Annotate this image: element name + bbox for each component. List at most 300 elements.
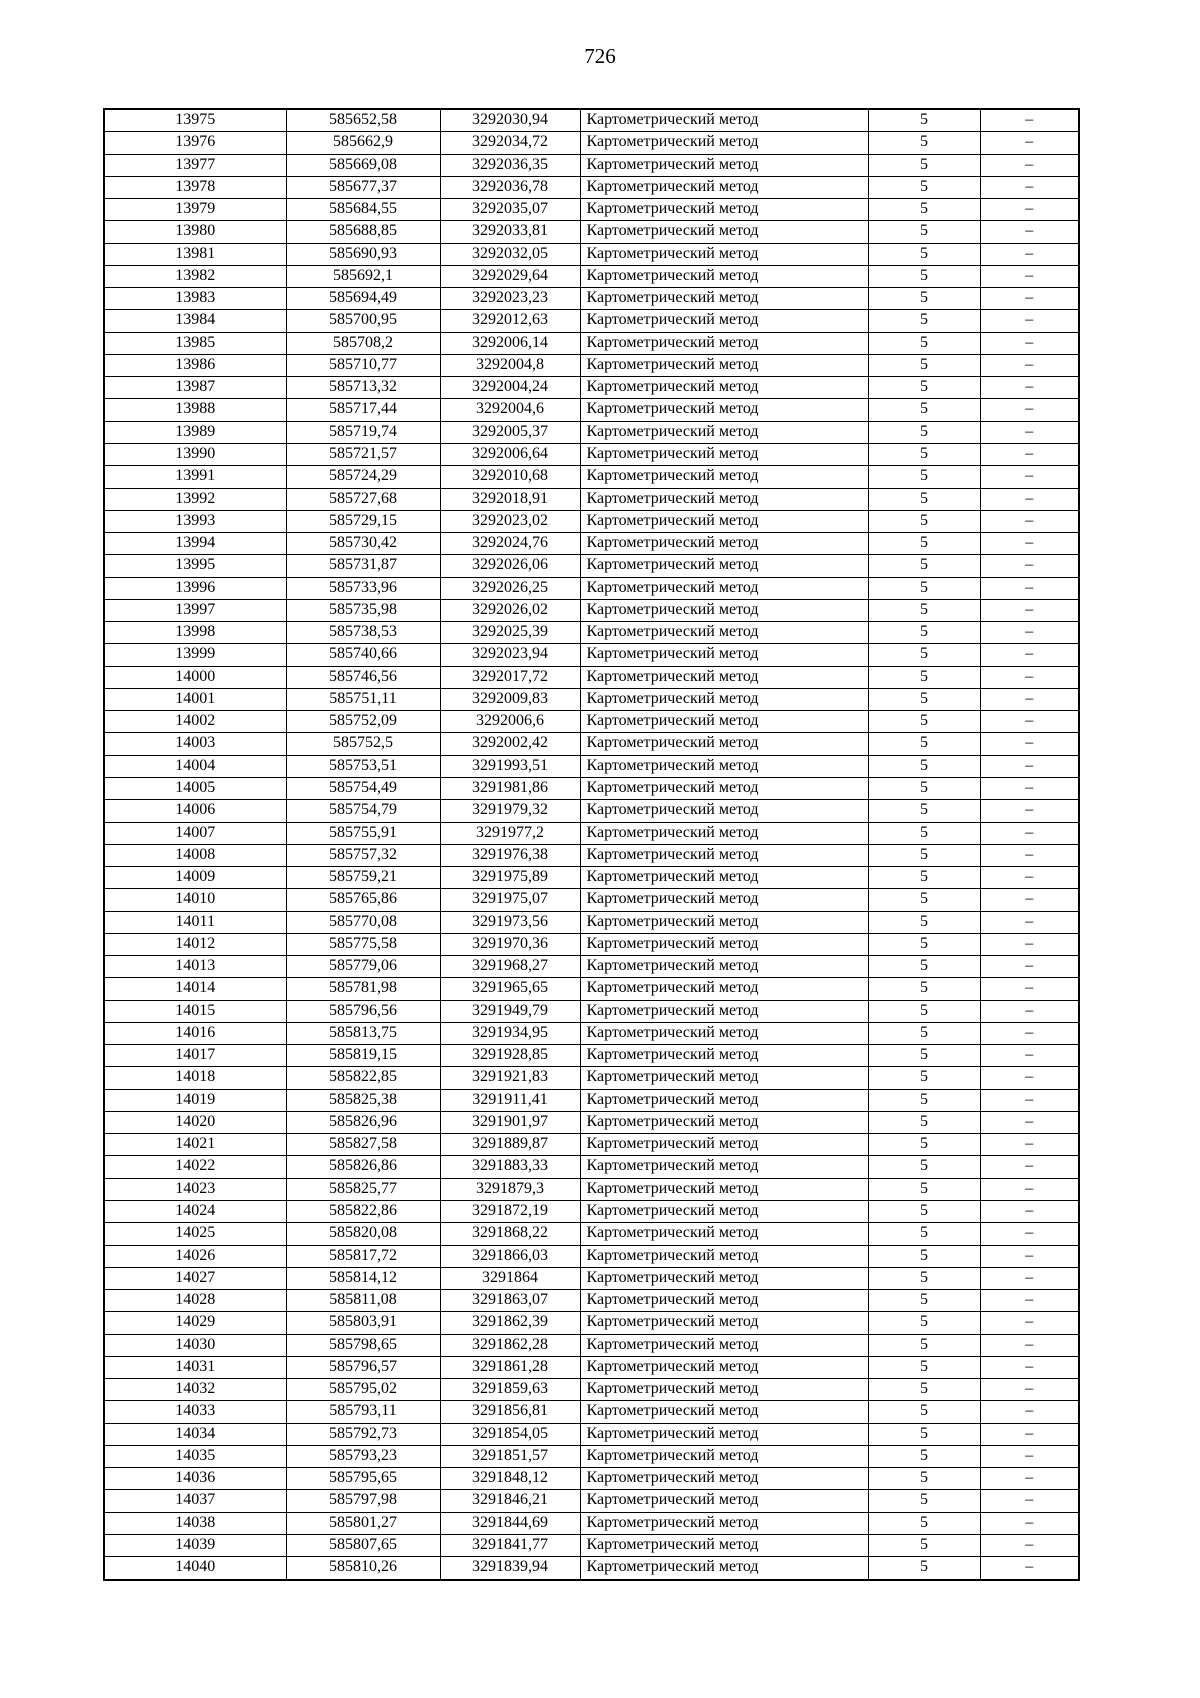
x-coordinate-cell: 585662,9: [286, 132, 440, 154]
y-coordinate-cell: 3291839,94: [440, 1557, 580, 1580]
y-coordinate-cell: 3291976,38: [440, 844, 580, 866]
x-coordinate-cell: 585801,27: [286, 1512, 440, 1534]
point-number-cell: 13982: [104, 265, 286, 287]
table-row: [104, 1401, 1079, 1423]
accuracy-cell: 5: [868, 1000, 980, 1022]
accuracy-cell: 5: [868, 221, 980, 243]
x-coordinate-cell: 585719,74: [286, 421, 440, 443]
table-row: [104, 221, 1079, 243]
method-cell: Картометрический метод: [580, 1490, 868, 1512]
point-number-cell: 14006: [104, 800, 286, 822]
x-coordinate-cell: 585819,15: [286, 1045, 440, 1067]
description-cell: –: [980, 1312, 1079, 1334]
accuracy-cell: 5: [868, 1067, 980, 1089]
y-coordinate-cell: 3291841,77: [440, 1535, 580, 1557]
table-row: [104, 1490, 1079, 1512]
x-coordinate-cell: 585820,08: [286, 1223, 440, 1245]
accuracy-cell: 5: [868, 622, 980, 644]
accuracy-cell: 5: [868, 822, 980, 844]
description-cell: –: [980, 1490, 1079, 1512]
table-row: [104, 777, 1079, 799]
accuracy-cell: 5: [868, 1557, 980, 1580]
accuracy-cell: 5: [868, 1156, 980, 1178]
method-cell: Картометрический метод: [580, 1423, 868, 1445]
accuracy-cell: 5: [868, 1022, 980, 1044]
accuracy-cell: 5: [868, 443, 980, 465]
y-coordinate-cell: 3291975,89: [440, 867, 580, 889]
x-coordinate-cell: 585652,58: [286, 109, 440, 132]
table-row: [104, 1334, 1079, 1356]
table-row: [104, 889, 1079, 911]
description-cell: –: [980, 1201, 1079, 1223]
page-number: 726: [584, 44, 616, 68]
y-coordinate-cell: 3291889,87: [440, 1134, 580, 1156]
y-coordinate-cell: 3291973,56: [440, 911, 580, 933]
table-row: [104, 1312, 1079, 1334]
method-cell: Картометрический метод: [580, 1379, 868, 1401]
accuracy-cell: 5: [868, 711, 980, 733]
table-row: [104, 1445, 1079, 1467]
table-row: [104, 332, 1079, 354]
accuracy-cell: 5: [868, 755, 980, 777]
method-cell: Картометрический метод: [580, 533, 868, 555]
description-cell: –: [980, 978, 1079, 1000]
table-row: [104, 800, 1079, 822]
y-coordinate-cell: 3291981,86: [440, 777, 580, 799]
accuracy-cell: 5: [868, 978, 980, 1000]
method-cell: Картометрический метод: [580, 1223, 868, 1245]
table-row: [104, 354, 1079, 376]
accuracy-cell: 5: [868, 1223, 980, 1245]
description-cell: –: [980, 377, 1079, 399]
coordinates-table: [103, 108, 1080, 1581]
point-number-cell: 13986: [104, 354, 286, 376]
description-cell: –: [980, 622, 1079, 644]
table-row: [104, 1201, 1079, 1223]
x-coordinate-cell: 585708,2: [286, 332, 440, 354]
y-coordinate-cell: 3292005,37: [440, 421, 580, 443]
y-coordinate-cell: 3292018,91: [440, 488, 580, 510]
point-number-cell: 14005: [104, 777, 286, 799]
table-row: [104, 243, 1079, 265]
method-cell: Картометрический метод: [580, 510, 868, 532]
accuracy-cell: 5: [868, 332, 980, 354]
y-coordinate-cell: 3291928,85: [440, 1045, 580, 1067]
description-cell: –: [980, 310, 1079, 332]
accuracy-cell: 5: [868, 800, 980, 822]
x-coordinate-cell: 585688,85: [286, 221, 440, 243]
x-coordinate-cell: 585727,68: [286, 488, 440, 510]
point-number-cell: 14016: [104, 1022, 286, 1044]
method-cell: Картометрический метод: [580, 1535, 868, 1557]
accuracy-cell: 5: [868, 533, 980, 555]
x-coordinate-cell: 585690,93: [286, 243, 440, 265]
description-cell: –: [980, 443, 1079, 465]
method-cell: Картометрический метод: [580, 1245, 868, 1267]
y-coordinate-cell: 3292035,07: [440, 199, 580, 221]
x-coordinate-cell: 585795,02: [286, 1379, 440, 1401]
table-row: [104, 377, 1079, 399]
method-cell: Картометрический метод: [580, 711, 868, 733]
x-coordinate-cell: 585807,65: [286, 1535, 440, 1557]
x-coordinate-cell: 585692,1: [286, 265, 440, 287]
y-coordinate-cell: 3292017,72: [440, 666, 580, 688]
table-row: [104, 154, 1079, 176]
table-row: [104, 132, 1079, 154]
y-coordinate-cell: 3292025,39: [440, 622, 580, 644]
table-row: [104, 1089, 1079, 1111]
point-number-cell: 14034: [104, 1423, 286, 1445]
x-coordinate-cell: 585684,55: [286, 199, 440, 221]
description-cell: –: [980, 1067, 1079, 1089]
coordinates-table-body: [104, 109, 1079, 1580]
table-row: [104, 399, 1079, 421]
method-cell: Картометрический метод: [580, 1445, 868, 1467]
x-coordinate-cell: 585770,08: [286, 911, 440, 933]
accuracy-cell: 5: [868, 889, 980, 911]
table-row: [104, 1156, 1079, 1178]
table-row: [104, 488, 1079, 510]
y-coordinate-cell: 3292004,8: [440, 354, 580, 376]
accuracy-cell: 5: [868, 666, 980, 688]
point-number-cell: 13980: [104, 221, 286, 243]
method-cell: Картометрический метод: [580, 132, 868, 154]
table-row: [104, 265, 1079, 287]
x-coordinate-cell: 585729,15: [286, 510, 440, 532]
description-cell: –: [980, 243, 1079, 265]
y-coordinate-cell: 3292036,35: [440, 154, 580, 176]
table-row: [104, 867, 1079, 889]
y-coordinate-cell: 3292030,94: [440, 109, 580, 132]
table-row: [104, 822, 1079, 844]
method-cell: Картометрический метод: [580, 688, 868, 710]
accuracy-cell: 5: [868, 1535, 980, 1557]
x-coordinate-cell: 585825,77: [286, 1178, 440, 1200]
table-row: [104, 1468, 1079, 1490]
method-cell: Картометрический метод: [580, 377, 868, 399]
y-coordinate-cell: 3291970,36: [440, 933, 580, 955]
method-cell: Картометрический метод: [580, 1022, 868, 1044]
accuracy-cell: 5: [868, 644, 980, 666]
point-number-cell: 14000: [104, 666, 286, 688]
x-coordinate-cell: 585730,42: [286, 533, 440, 555]
method-cell: Картометрический метод: [580, 755, 868, 777]
point-number-cell: 14004: [104, 755, 286, 777]
method-cell: Картометрический метод: [580, 822, 868, 844]
y-coordinate-cell: 3291866,03: [440, 1245, 580, 1267]
y-coordinate-cell: 3291862,39: [440, 1312, 580, 1334]
table-row: [104, 421, 1079, 443]
y-coordinate-cell: 3291846,21: [440, 1490, 580, 1512]
method-cell: Картометрический метод: [580, 221, 868, 243]
x-coordinate-cell: 585700,95: [286, 310, 440, 332]
y-coordinate-cell: 3292004,24: [440, 377, 580, 399]
point-number-cell: 13998: [104, 622, 286, 644]
description-cell: –: [980, 822, 1079, 844]
x-coordinate-cell: 585752,5: [286, 733, 440, 755]
point-number-cell: 13984: [104, 310, 286, 332]
point-number-cell: 14023: [104, 1178, 286, 1200]
table-row: [104, 310, 1079, 332]
y-coordinate-cell: 3291848,12: [440, 1468, 580, 1490]
method-cell: Картометрический метод: [580, 1334, 868, 1356]
x-coordinate-cell: 585746,56: [286, 666, 440, 688]
point-number-cell: 14007: [104, 822, 286, 844]
y-coordinate-cell: 3291879,3: [440, 1178, 580, 1200]
method-cell: Картометрический метод: [580, 1156, 868, 1178]
point-number-cell: 14018: [104, 1067, 286, 1089]
description-cell: –: [980, 1290, 1079, 1312]
table-row: [104, 956, 1079, 978]
method-cell: Картометрический метод: [580, 555, 868, 577]
accuracy-cell: 5: [868, 1290, 980, 1312]
table-row: [104, 1290, 1079, 1312]
y-coordinate-cell: 3292034,72: [440, 132, 580, 154]
description-cell: –: [980, 867, 1079, 889]
method-cell: Картометрический метод: [580, 488, 868, 510]
table-row: [104, 933, 1079, 955]
accuracy-cell: 5: [868, 109, 980, 132]
y-coordinate-cell: 3291921,83: [440, 1067, 580, 1089]
y-coordinate-cell: 3291993,51: [440, 755, 580, 777]
method-cell: Картометрический метод: [580, 666, 868, 688]
description-cell: –: [980, 1000, 1079, 1022]
point-number-cell: 14008: [104, 844, 286, 866]
description-cell: –: [980, 733, 1079, 755]
method-cell: Картометрический метод: [580, 1468, 868, 1490]
y-coordinate-cell: 3291851,57: [440, 1445, 580, 1467]
description-cell: –: [980, 154, 1079, 176]
x-coordinate-cell: 585817,72: [286, 1245, 440, 1267]
point-number-cell: 14037: [104, 1490, 286, 1512]
description-cell: –: [980, 1557, 1079, 1580]
point-number-cell: 13991: [104, 466, 286, 488]
y-coordinate-cell: 3291863,07: [440, 1290, 580, 1312]
point-number-cell: 14017: [104, 1045, 286, 1067]
description-cell: –: [980, 265, 1079, 287]
method-cell: Картометрический метод: [580, 844, 868, 866]
description-cell: –: [980, 466, 1079, 488]
x-coordinate-cell: 585796,56: [286, 1000, 440, 1022]
description-cell: –: [980, 533, 1079, 555]
description-cell: –: [980, 354, 1079, 376]
table-row: [104, 688, 1079, 710]
x-coordinate-cell: 585793,11: [286, 1401, 440, 1423]
point-number-cell: 14030: [104, 1334, 286, 1356]
method-cell: Картометрический метод: [580, 622, 868, 644]
point-number-cell: 14014: [104, 978, 286, 1000]
point-number-cell: 14027: [104, 1267, 286, 1289]
method-cell: Картометрический метод: [580, 310, 868, 332]
table-row: [104, 1178, 1079, 1200]
point-number-cell: 13990: [104, 443, 286, 465]
description-cell: –: [980, 933, 1079, 955]
accuracy-cell: 5: [868, 1111, 980, 1133]
method-cell: Картометрический метод: [580, 933, 868, 955]
accuracy-cell: 5: [868, 399, 980, 421]
method-cell: Картометрический метод: [580, 733, 868, 755]
y-coordinate-cell: 3291864: [440, 1267, 580, 1289]
accuracy-cell: 5: [868, 132, 980, 154]
table-row: [104, 1134, 1079, 1156]
x-coordinate-cell: 585775,58: [286, 933, 440, 955]
table-row: [104, 978, 1079, 1000]
method-cell: Картометрический метод: [580, 1111, 868, 1133]
accuracy-cell: 5: [868, 599, 980, 621]
accuracy-cell: 5: [868, 1267, 980, 1289]
x-coordinate-cell: 585826,86: [286, 1156, 440, 1178]
description-cell: –: [980, 777, 1079, 799]
accuracy-cell: 5: [868, 510, 980, 532]
description-cell: –: [980, 844, 1079, 866]
point-number-cell: 14038: [104, 1512, 286, 1534]
y-coordinate-cell: 3292023,94: [440, 644, 580, 666]
y-coordinate-cell: 3291901,97: [440, 1111, 580, 1133]
point-number-cell: 14039: [104, 1535, 286, 1557]
description-cell: –: [980, 1245, 1079, 1267]
x-coordinate-cell: 585810,26: [286, 1557, 440, 1580]
accuracy-cell: 5: [868, 1423, 980, 1445]
description-cell: –: [980, 176, 1079, 198]
y-coordinate-cell: 3291968,27: [440, 956, 580, 978]
accuracy-cell: 5: [868, 777, 980, 799]
table-row: [104, 176, 1079, 198]
description-cell: –: [980, 956, 1079, 978]
method-cell: Картометрический метод: [580, 577, 868, 599]
y-coordinate-cell: 3292012,63: [440, 310, 580, 332]
description-cell: –: [980, 1445, 1079, 1467]
method-cell: Картометрический метод: [580, 332, 868, 354]
description-cell: –: [980, 755, 1079, 777]
table-row: [104, 622, 1079, 644]
x-coordinate-cell: 585797,98: [286, 1490, 440, 1512]
y-coordinate-cell: 3292032,05: [440, 243, 580, 265]
accuracy-cell: 5: [868, 1401, 980, 1423]
description-cell: –: [980, 1535, 1079, 1557]
method-cell: Картометрический метод: [580, 1089, 868, 1111]
description-cell: –: [980, 1022, 1079, 1044]
y-coordinate-cell: 3291949,79: [440, 1000, 580, 1022]
point-number-cell: 14040: [104, 1557, 286, 1580]
accuracy-cell: 5: [868, 154, 980, 176]
point-number-cell: 14013: [104, 956, 286, 978]
y-coordinate-cell: 3291844,69: [440, 1512, 580, 1534]
x-coordinate-cell: 585814,12: [286, 1267, 440, 1289]
description-cell: –: [980, 332, 1079, 354]
method-cell: Картометрический метод: [580, 1178, 868, 1200]
y-coordinate-cell: 3291934,95: [440, 1022, 580, 1044]
point-number-cell: 14001: [104, 688, 286, 710]
table-row: [104, 599, 1079, 621]
x-coordinate-cell: 585721,57: [286, 443, 440, 465]
description-cell: –: [980, 288, 1079, 310]
y-coordinate-cell: 3292023,23: [440, 288, 580, 310]
point-number-cell: 14025: [104, 1223, 286, 1245]
method-cell: Картометрический метод: [580, 1512, 868, 1534]
table-row: [104, 844, 1079, 866]
accuracy-cell: 5: [868, 733, 980, 755]
accuracy-cell: 5: [868, 555, 980, 577]
accuracy-cell: 5: [868, 288, 980, 310]
description-cell: –: [980, 1178, 1079, 1200]
table-row: [104, 443, 1079, 465]
table-row: [104, 533, 1079, 555]
table-row: [104, 1045, 1079, 1067]
accuracy-cell: 5: [868, 844, 980, 866]
point-number-cell: 13981: [104, 243, 286, 265]
description-cell: –: [980, 221, 1079, 243]
x-coordinate-cell: 585757,32: [286, 844, 440, 866]
y-coordinate-cell: 3292004,6: [440, 399, 580, 421]
method-cell: Картометрический метод: [580, 1312, 868, 1334]
point-number-cell: 14029: [104, 1312, 286, 1334]
y-coordinate-cell: 3292026,06: [440, 555, 580, 577]
description-cell: –: [980, 421, 1079, 443]
y-coordinate-cell: 3292009,83: [440, 688, 580, 710]
description-cell: –: [980, 555, 1079, 577]
table-row: [104, 1022, 1079, 1044]
accuracy-cell: 5: [868, 577, 980, 599]
y-coordinate-cell: 3291872,19: [440, 1201, 580, 1223]
method-cell: Картометрический метод: [580, 800, 868, 822]
y-coordinate-cell: 3291883,33: [440, 1156, 580, 1178]
table-row: [104, 1267, 1079, 1289]
y-coordinate-cell: 3291856,81: [440, 1401, 580, 1423]
description-cell: –: [980, 510, 1079, 532]
x-coordinate-cell: 585752,09: [286, 711, 440, 733]
y-coordinate-cell: 3292036,78: [440, 176, 580, 198]
accuracy-cell: 5: [868, 956, 980, 978]
point-number-cell: 13997: [104, 599, 286, 621]
x-coordinate-cell: 585825,38: [286, 1089, 440, 1111]
method-cell: Картометрический метод: [580, 1401, 868, 1423]
method-cell: Картометрический метод: [580, 889, 868, 911]
accuracy-cell: 5: [868, 243, 980, 265]
point-number-cell: 14022: [104, 1156, 286, 1178]
point-number-cell: 13989: [104, 421, 286, 443]
point-number-cell: 14026: [104, 1245, 286, 1267]
description-cell: –: [980, 1089, 1079, 1111]
table-row: [104, 466, 1079, 488]
x-coordinate-cell: 585755,91: [286, 822, 440, 844]
method-cell: Картометрический метод: [580, 421, 868, 443]
method-cell: Картометрический метод: [580, 1045, 868, 1067]
x-coordinate-cell: 585781,98: [286, 978, 440, 1000]
y-coordinate-cell: 3292033,81: [440, 221, 580, 243]
accuracy-cell: 5: [868, 265, 980, 287]
description-cell: –: [980, 800, 1079, 822]
x-coordinate-cell: 585759,21: [286, 867, 440, 889]
point-number-cell: 14015: [104, 1000, 286, 1022]
x-coordinate-cell: 585813,75: [286, 1022, 440, 1044]
accuracy-cell: 5: [868, 199, 980, 221]
x-coordinate-cell: 585822,86: [286, 1201, 440, 1223]
x-coordinate-cell: 585795,65: [286, 1468, 440, 1490]
table-row: [104, 733, 1079, 755]
method-cell: Картометрический метод: [580, 265, 868, 287]
description-cell: –: [980, 1267, 1079, 1289]
accuracy-cell: 5: [868, 1512, 980, 1534]
description-cell: –: [980, 199, 1079, 221]
x-coordinate-cell: 585793,23: [286, 1445, 440, 1467]
accuracy-cell: 5: [868, 1468, 980, 1490]
accuracy-cell: 5: [868, 310, 980, 332]
point-number-cell: 13978: [104, 176, 286, 198]
description-cell: –: [980, 1134, 1079, 1156]
x-coordinate-cell: 585710,77: [286, 354, 440, 376]
x-coordinate-cell: 585822,85: [286, 1067, 440, 1089]
y-coordinate-cell: 3292024,76: [440, 533, 580, 555]
